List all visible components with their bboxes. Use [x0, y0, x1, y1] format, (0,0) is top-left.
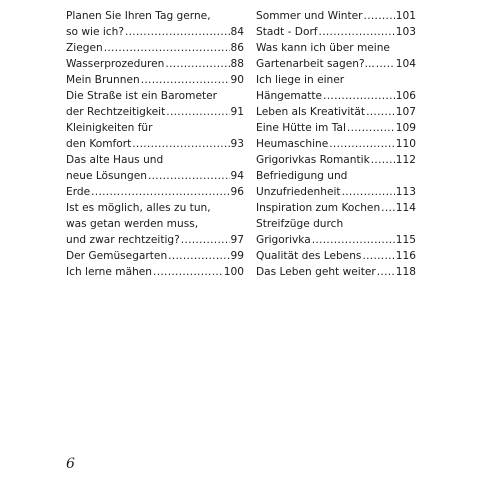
toc-entry-title: Ich liege in einer — [256, 74, 345, 86]
toc-entry-page: 107 — [395, 106, 416, 118]
dot-leader — [166, 104, 229, 120]
toc-entry — [256, 152, 416, 168]
toc-entry-page: 86 — [230, 42, 244, 54]
dot-leader — [376, 56, 395, 72]
dot-leader — [366, 104, 395, 120]
toc-entry — [66, 8, 244, 40]
dot-leader — [91, 184, 229, 200]
dot-leader — [148, 168, 230, 184]
toc-column-left — [66, 8, 244, 280]
dot-leader — [377, 264, 395, 280]
dot-leader — [165, 56, 229, 72]
dot-leader — [125, 24, 230, 40]
dot-leader — [362, 248, 394, 264]
toc-entry — [66, 184, 244, 200]
dot-leader — [153, 264, 223, 280]
dot-leader — [323, 88, 395, 104]
toc-entry — [66, 264, 244, 280]
toc-entry-title: Inspiration zum Kochen — [256, 202, 381, 214]
toc-entry-title: Das Leben geht weiter — [256, 266, 376, 278]
dot-leader — [371, 152, 395, 168]
toc-entry-title: Hängematte — [256, 90, 323, 102]
dot-leader — [364, 8, 395, 24]
toc-entry-title: Kleinigkeiten für — [66, 122, 153, 134]
toc-entry — [66, 56, 244, 72]
toc-entry — [256, 200, 416, 216]
toc-entry — [66, 40, 244, 56]
toc-entry — [66, 152, 244, 184]
toc-entry-title: Die Straße ist ein Barometer — [66, 90, 218, 102]
toc-entry-title: Gartenarbeit sagen?... — [256, 58, 375, 70]
toc-entry-title: der Rechtzeitigkeit — [66, 106, 166, 118]
toc-entry — [256, 8, 416, 24]
toc-entry-page: 96 — [230, 186, 244, 198]
page-number: 6 — [66, 456, 75, 472]
toc-entry-title: Mein Brunnen — [66, 74, 140, 86]
toc-entry — [66, 200, 244, 248]
toc-entry-page: 90 — [230, 74, 244, 86]
toc-entry-page: 97 — [230, 234, 244, 246]
dot-leader — [329, 136, 395, 152]
toc-entry-page: 104 — [395, 58, 416, 70]
toc-entry-page: 88 — [230, 58, 244, 70]
dot-leader — [381, 200, 395, 216]
toc-entry — [256, 136, 416, 152]
toc-entry-page: 113 — [395, 186, 416, 198]
toc-entry-title: Planen Sie Ihren Tag gerne, — [66, 10, 211, 22]
toc-entry — [256, 24, 416, 40]
toc-entry — [66, 248, 244, 264]
toc-entry-page: 106 — [395, 90, 416, 102]
toc-entry — [66, 72, 244, 88]
toc-entry-title: Sommer und Winter — [256, 10, 363, 22]
toc-entry-title: Ich lerne mähen — [66, 266, 153, 278]
toc-entry — [256, 120, 416, 136]
toc-entry-title: Erde — [66, 186, 91, 198]
toc-entry-title: den Komfort — [66, 138, 132, 150]
toc-entry-title: Stadt - Dorf — [256, 26, 318, 38]
toc-entry-page: 109 — [395, 122, 416, 134]
toc-entry — [256, 104, 416, 120]
toc-entry — [66, 88, 244, 120]
toc-entry-page: 103 — [395, 26, 416, 38]
toc-entry-page: 101 — [395, 10, 416, 22]
toc-entry — [256, 168, 416, 200]
dot-leader — [312, 232, 395, 248]
toc-entry-title: Befriedigung und — [256, 170, 348, 182]
toc-entry — [256, 248, 416, 264]
toc-column-right — [256, 8, 416, 280]
toc-entry-title: Ziegen — [66, 42, 103, 54]
toc-entry-title: und zwar rechtzeitig? — [66, 234, 180, 246]
toc-entry-page: 99 — [230, 250, 244, 262]
toc-entry-title: Ist es möglich, alles zu tun, — [66, 202, 211, 214]
toc-entry-page: 112 — [395, 154, 416, 166]
toc-entry — [256, 264, 416, 280]
dot-leader — [181, 232, 230, 248]
toc-entry-title: was getan werden muss, — [66, 218, 199, 230]
dot-leader — [342, 184, 395, 200]
toc-entry-page: 93 — [230, 138, 244, 150]
dot-leader — [319, 24, 395, 40]
toc-entry-title: Was kann ich über meine — [256, 42, 390, 54]
toc-entry-page: 115 — [395, 234, 416, 246]
toc-entry — [256, 40, 416, 72]
dot-leader — [347, 120, 395, 136]
toc-entry-page: 84 — [230, 26, 244, 38]
toc-entry-page: 118 — [395, 266, 416, 278]
dot-leader — [104, 40, 230, 56]
toc-entry-title: Grigorivkas Romantik — [256, 154, 370, 166]
dot-leader — [132, 136, 229, 152]
toc-entry-page: 94 — [230, 170, 244, 182]
toc-entry-title: Heumaschine — [256, 138, 329, 150]
toc-entry-page: 114 — [395, 202, 416, 214]
toc-entry-page: 91 — [230, 106, 244, 118]
toc-entry-title: Eine Hütte im Tal — [256, 122, 346, 134]
toc-entry-title: Qualität des Lebens — [256, 250, 362, 262]
toc-entry-page: 100 — [223, 266, 244, 278]
toc-entry — [256, 72, 416, 104]
toc-entry-title: so wie ich? — [66, 26, 124, 38]
toc-entry-page: 116 — [395, 250, 416, 262]
dot-leader — [168, 248, 229, 264]
toc-entry — [66, 120, 244, 152]
toc-entry-page: 110 — [395, 138, 416, 150]
toc-entry-title: Das alte Haus und — [66, 154, 164, 166]
toc-entry-title: neue Lösungen — [66, 170, 147, 182]
toc-entry-title: Wasserprozeduren — [66, 58, 165, 70]
dot-leader — [141, 72, 230, 88]
toc-entry-title: Grigorivka — [256, 234, 311, 246]
toc-entry-title: Leben als Kreativität — [256, 106, 366, 118]
toc-entry-title: Streifzüge durch — [256, 218, 344, 230]
toc-entry-title: Der Gemüsegarten — [66, 250, 168, 262]
toc-entry-title: Unzufriedenheit — [256, 186, 341, 198]
toc-entry — [256, 216, 416, 248]
